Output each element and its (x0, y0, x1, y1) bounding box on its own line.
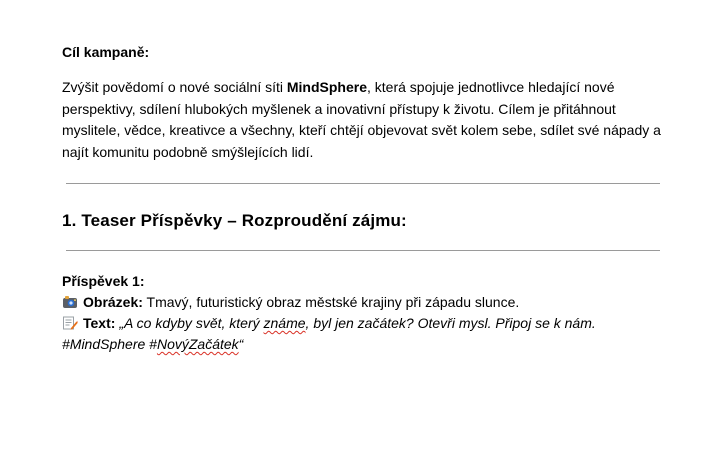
post-text-line (62, 313, 672, 355)
post-image-line (62, 292, 672, 313)
quote-end: “ (238, 336, 244, 352)
campaign-goal-paragraph (62, 77, 662, 163)
goal-text-end: , která spojuje jednotlivce hledající nové perspektivy, sdílení hlubokých myšlenek a inovativní přístupy k životu. Cílem je přitáhnout myslitele, vědce, kreativce a všechny, kteří chtějí objevovat svět kolem sebe, sdílet své nápady a najít komunitu podobně smýšlejících lidí. (62, 79, 661, 160)
post-title: Příspěvek 1: (62, 273, 145, 289)
post-block (62, 271, 672, 355)
camera-icon (62, 294, 78, 308)
quote-middle: , byl jen začátek? Otevři mysl. Připoj se k nám. #MindSphere # (62, 315, 596, 352)
spellcheck-flagged-word: známe (263, 315, 306, 331)
memo-icon (62, 315, 78, 329)
image-description: Tmavý, futuristický obraz městské krajiny při západu slunce. (142, 294, 520, 310)
post-quote (62, 315, 596, 352)
image-label: Obrázek: (83, 294, 143, 310)
campaign-goal-label: Cíl kampaně: (62, 44, 150, 60)
quote-start: „A co kdyby svět, který (119, 315, 264, 331)
goal-text-start: Zvýšit povědomí o nové sociální síti (62, 79, 287, 95)
section-heading: 1. Teaser Příspěvky – Rozproudění zájmu: (62, 211, 407, 230)
spellcheck-flagged-hashtag: NovýZačátek (156, 336, 239, 352)
text-label: Text: (83, 315, 116, 331)
horizontal-divider (66, 183, 660, 184)
horizontal-divider (66, 250, 660, 251)
brand-name: MindSphere (286, 79, 367, 95)
